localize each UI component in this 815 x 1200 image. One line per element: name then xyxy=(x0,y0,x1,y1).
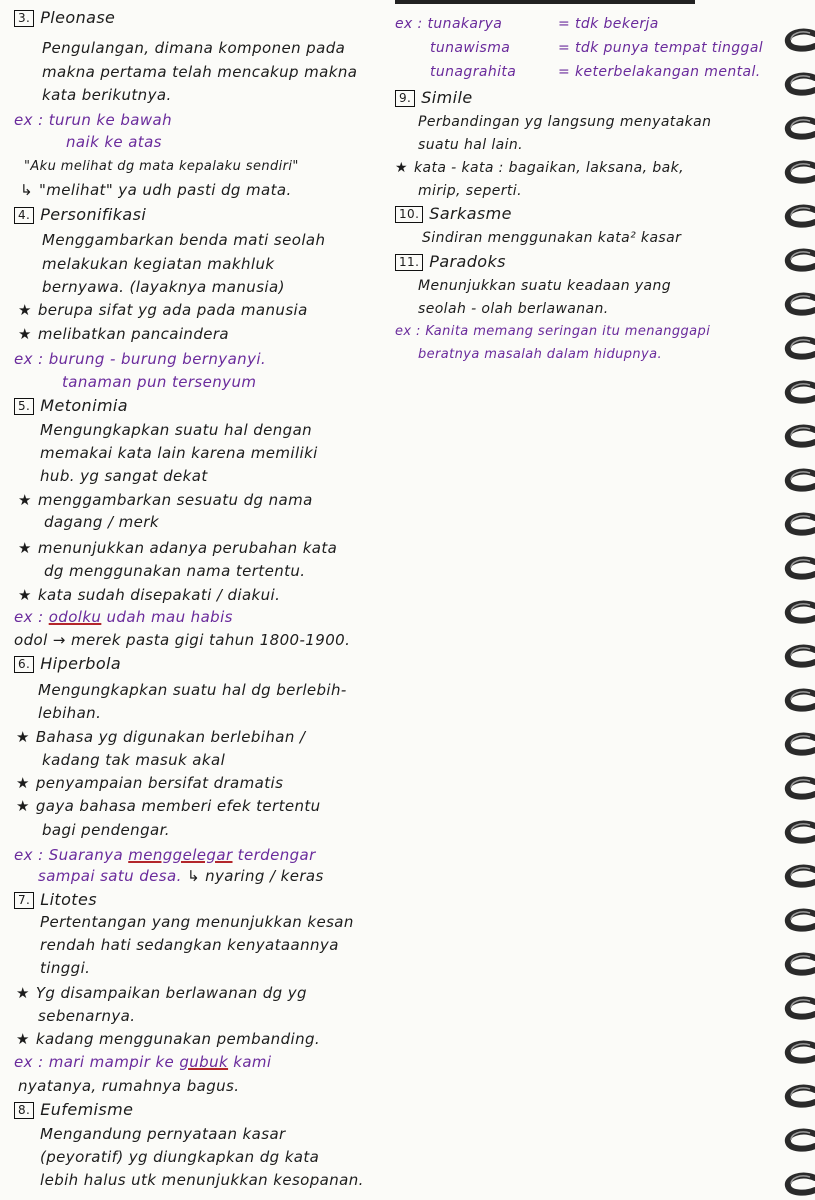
text-line: sebenarnya. xyxy=(38,1007,136,1025)
text-line: Menunjukkan suatu keadaan yang xyxy=(418,278,672,294)
bullet-item: ★ kata sudah disepakati / diakui. xyxy=(18,586,281,604)
spiral-ring-icon xyxy=(788,868,815,885)
spiral-ring-icon xyxy=(788,252,815,269)
example-line: ex : odolku udah mau habis xyxy=(14,608,233,626)
spiral-ring-icon xyxy=(788,956,815,973)
spiral-ring-icon xyxy=(788,516,815,533)
text-line: Pengulangan, dimana komponen pada xyxy=(42,39,346,57)
bullet-item: ★ Yg disampaikan berlawanan dg yg xyxy=(16,984,307,1002)
spiral-ring-icon xyxy=(788,472,815,489)
bullet-item: ★ kata - kata : bagaikan, laksana, bak, xyxy=(395,160,684,176)
spiral-ring-icon xyxy=(788,1132,815,1149)
text-line: Mengandung pernyataan kasar xyxy=(40,1125,286,1143)
example-term: tunagrahita xyxy=(430,64,517,80)
bullet-item: ★ penyampaian bersifat dramatis xyxy=(16,774,284,792)
spiral-ring-icon xyxy=(788,76,815,93)
note-line: nyatanya, rumahnya bagus. xyxy=(18,1077,240,1095)
example-line: ex : burung - burung bernyanyi. xyxy=(14,350,267,368)
text-line: Sindiran menggunakan kata² kasar xyxy=(422,230,682,246)
section-9-heading: 9. Simile xyxy=(395,88,473,108)
section-6-heading: 6. Hiperbola xyxy=(14,654,121,674)
spiral-ring-icon xyxy=(788,208,815,225)
spiral-ring-icon xyxy=(788,824,815,841)
section-8-heading: 8. Eufemisme xyxy=(14,1100,133,1120)
example-line: tanaman pun tersenyum xyxy=(62,373,257,391)
example-meaning: = keterbelakangan mental. xyxy=(558,64,761,80)
spiral-ring-icon xyxy=(788,1044,815,1061)
text-line: Mengungkapkan suatu hal dg berlebih- xyxy=(38,681,347,699)
section-4-heading: 4. Personifikasi xyxy=(14,205,146,225)
page-edge xyxy=(395,0,695,4)
bullet-item: ★ Bahasa yg digunakan berlebihan / xyxy=(16,728,306,746)
quote-note: ↳ "melihat" ya udh pasti dg mata. xyxy=(20,181,292,199)
spiral-ring-icon xyxy=(788,692,815,709)
spiral-ring-icon xyxy=(788,736,815,753)
example-term: ex : tunakarya xyxy=(395,16,503,32)
text-line: lebih halus utk menunjukkan kesopanan. xyxy=(40,1171,364,1189)
bullet-item: ★ berupa sifat yg ada pada manusia xyxy=(18,301,308,319)
note-line: odol → merek pasta gigi tahun 1800-1900. xyxy=(14,631,351,649)
example-line: ex : Suaranya menggelegar terdengar xyxy=(14,846,316,864)
text-line: bagi pendengar. xyxy=(42,821,170,839)
bullet-item: ★ menggambarkan sesuatu dg nama xyxy=(18,491,313,509)
bullet-item: ★ melibatkan pancaindera xyxy=(18,325,230,343)
example-line: naik ke atas xyxy=(66,133,162,151)
example-line: ex : turun ke bawah xyxy=(14,111,172,129)
spiral-ring-icon xyxy=(788,164,815,181)
text-line: bernyawa. (layaknya manusia) xyxy=(42,278,285,296)
section-7-heading: 7. Litotes xyxy=(14,890,97,910)
quote-line: "Aku melihat dg mata kepalaku sendiri" xyxy=(24,159,299,174)
spiral-ring-icon xyxy=(788,340,815,357)
text-line: melakukan kegiatan makhluk xyxy=(42,255,275,273)
spiral-ring-icon xyxy=(788,384,815,401)
spiral-ring-icon xyxy=(788,1000,815,1017)
text-line: dg menggunakan nama tertentu. xyxy=(44,562,306,580)
section-5-heading: 5. Metonimia xyxy=(14,396,128,416)
text-line: Perbandingan yg langsung menyatakan xyxy=(418,114,712,130)
section-3-heading: 3. Pleonase xyxy=(14,8,115,28)
example-line: sampai satu desa. ↳ nyaring / keras xyxy=(38,867,324,885)
text-line: seolah - olah berlawanan. xyxy=(418,301,609,317)
spiral-ring-icon xyxy=(788,604,815,621)
text-line: makna pertama telah mencakup makna xyxy=(42,63,358,81)
text-line: mirip, seperti. xyxy=(418,183,522,199)
spiral-ring-icon xyxy=(788,32,815,49)
text-line: Mengungkapkan suatu hal dengan xyxy=(40,421,313,439)
text-line: hub. yg sangat dekat xyxy=(40,467,208,485)
bullet-item: ★ menunjukkan adanya perubahan kata xyxy=(18,539,338,557)
spiral-ring-icon xyxy=(788,1176,815,1193)
text-line: rendah hati sedangkan kenyataannya xyxy=(40,936,339,954)
spiral-ring-icon xyxy=(788,780,815,797)
spiral-ring-icon xyxy=(788,428,815,445)
text-line: dagang / merk xyxy=(44,513,159,531)
example-line: beratnya masalah dalam hidupnya. xyxy=(418,347,663,362)
spiral-ring-icon xyxy=(788,120,815,137)
text-line: lebihan. xyxy=(38,704,102,722)
example-meaning: = tdk punya tempat tinggal xyxy=(558,40,764,56)
text-line: tinggi. xyxy=(40,959,91,977)
text-line: Menggambarkan benda mati seolah xyxy=(42,231,326,249)
spiral-ring-icon xyxy=(788,560,815,577)
section-11-heading: 11. Paradoks xyxy=(395,252,506,272)
spiral-ring-icon xyxy=(788,1088,815,1105)
section-10-heading: 10. Sarkasme xyxy=(395,204,512,224)
example-meaning: = tdk bekerja xyxy=(558,16,659,32)
spiral-ring-icon xyxy=(788,296,815,313)
text-line: Pertentangan yang menunjukkan kesan xyxy=(40,913,354,931)
spiral-ring-icon xyxy=(788,648,815,665)
bullet-item: ★ kadang menggunakan pembanding. xyxy=(16,1030,321,1048)
text-line: memakai kata lain karena memiliki xyxy=(40,444,318,462)
text-line: (peyoratif) yg diungkapkan dg kata xyxy=(40,1148,320,1166)
bullet-item: ★ gaya bahasa memberi efek tertentu xyxy=(16,797,321,815)
example-line: ex : Kanita memang seringan itu menanggapi xyxy=(395,324,711,339)
example-line: ex : mari mampir ke gubuk kami xyxy=(14,1053,272,1071)
example-term: tunawisma xyxy=(430,40,511,56)
text-line: kadang tak masuk akal xyxy=(42,751,226,769)
text-line: suatu hal lain. xyxy=(418,137,524,153)
text-line: kata berikutnya. xyxy=(42,86,172,104)
spiral-binding-icon xyxy=(780,0,815,1200)
spiral-ring-icon xyxy=(788,912,815,929)
